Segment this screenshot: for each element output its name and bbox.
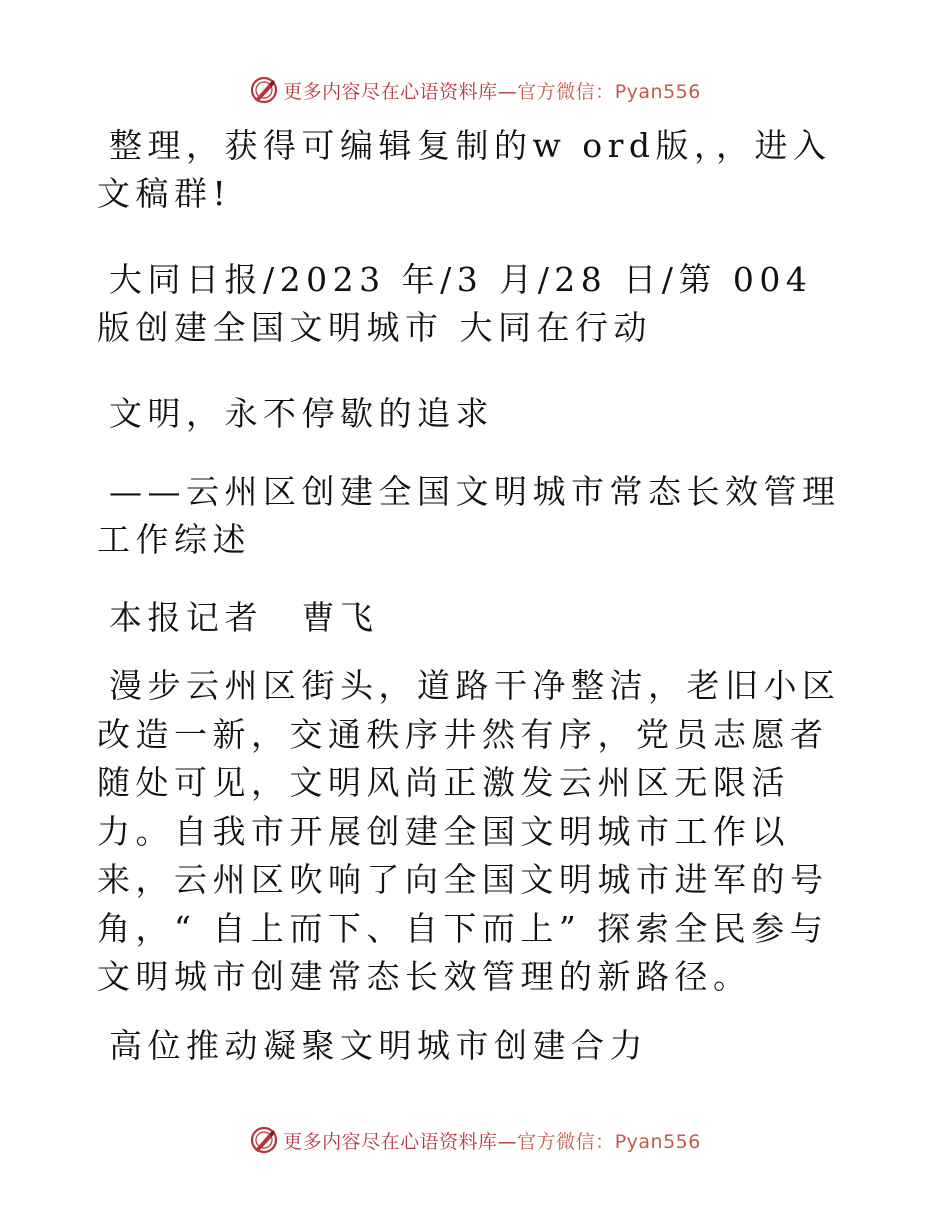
header-watermark-text: 更多内容尽在心语资料库 [283, 80, 498, 103]
footer-separator: — [497, 1130, 518, 1153]
document-body [97, 122, 857, 1070]
intro-text: 整理，获得可编辑复制的w ord版，，进入文稿群! [97, 126, 832, 213]
header-wechat-label: 官方微信： [517, 80, 615, 103]
pen-logo-icon [249, 1125, 279, 1155]
paragraph-1: 漫步云州区街头，道路干净整洁，老旧小区改造一新，交通秩序井然有序，党员志愿者随处可见，文明风尚正激发云州区无限活力。自我市开展创建全国文明城市工作以来，云州区吹响了向全国文明城市进军的号角，“ 自上而下、自下而上” 探索全民参与文明城市创建常态长效管理的新路径。 [97, 666, 841, 996]
byline: 本报记者 曹飞 [109, 598, 379, 637]
section-heading: 高位推动凝聚文明城市创建合力 [109, 1026, 648, 1065]
footer-watermark [0, 1122, 950, 1158]
footer-wechat-id: Pyan556 [614, 1130, 701, 1153]
footer-wechat-label: 官方微信： [517, 1130, 615, 1153]
header-separator: — [497, 80, 518, 103]
header-wechat-id: Pyan556 [614, 80, 701, 103]
pen-logo-icon [249, 75, 279, 105]
source-line: 大同日报/2023 年/3 月/28 日/第 004 版创建全国文明城市 大同在行动 [97, 260, 813, 347]
header-watermark [0, 72, 950, 108]
article-subtitle: ——云州区创建全国文明城市常态长效管理工作综述 [97, 472, 841, 559]
footer-watermark-text: 更多内容尽在心语资料库 [283, 1130, 498, 1153]
article-title: 文明，永不停歇的追求 [109, 394, 494, 433]
